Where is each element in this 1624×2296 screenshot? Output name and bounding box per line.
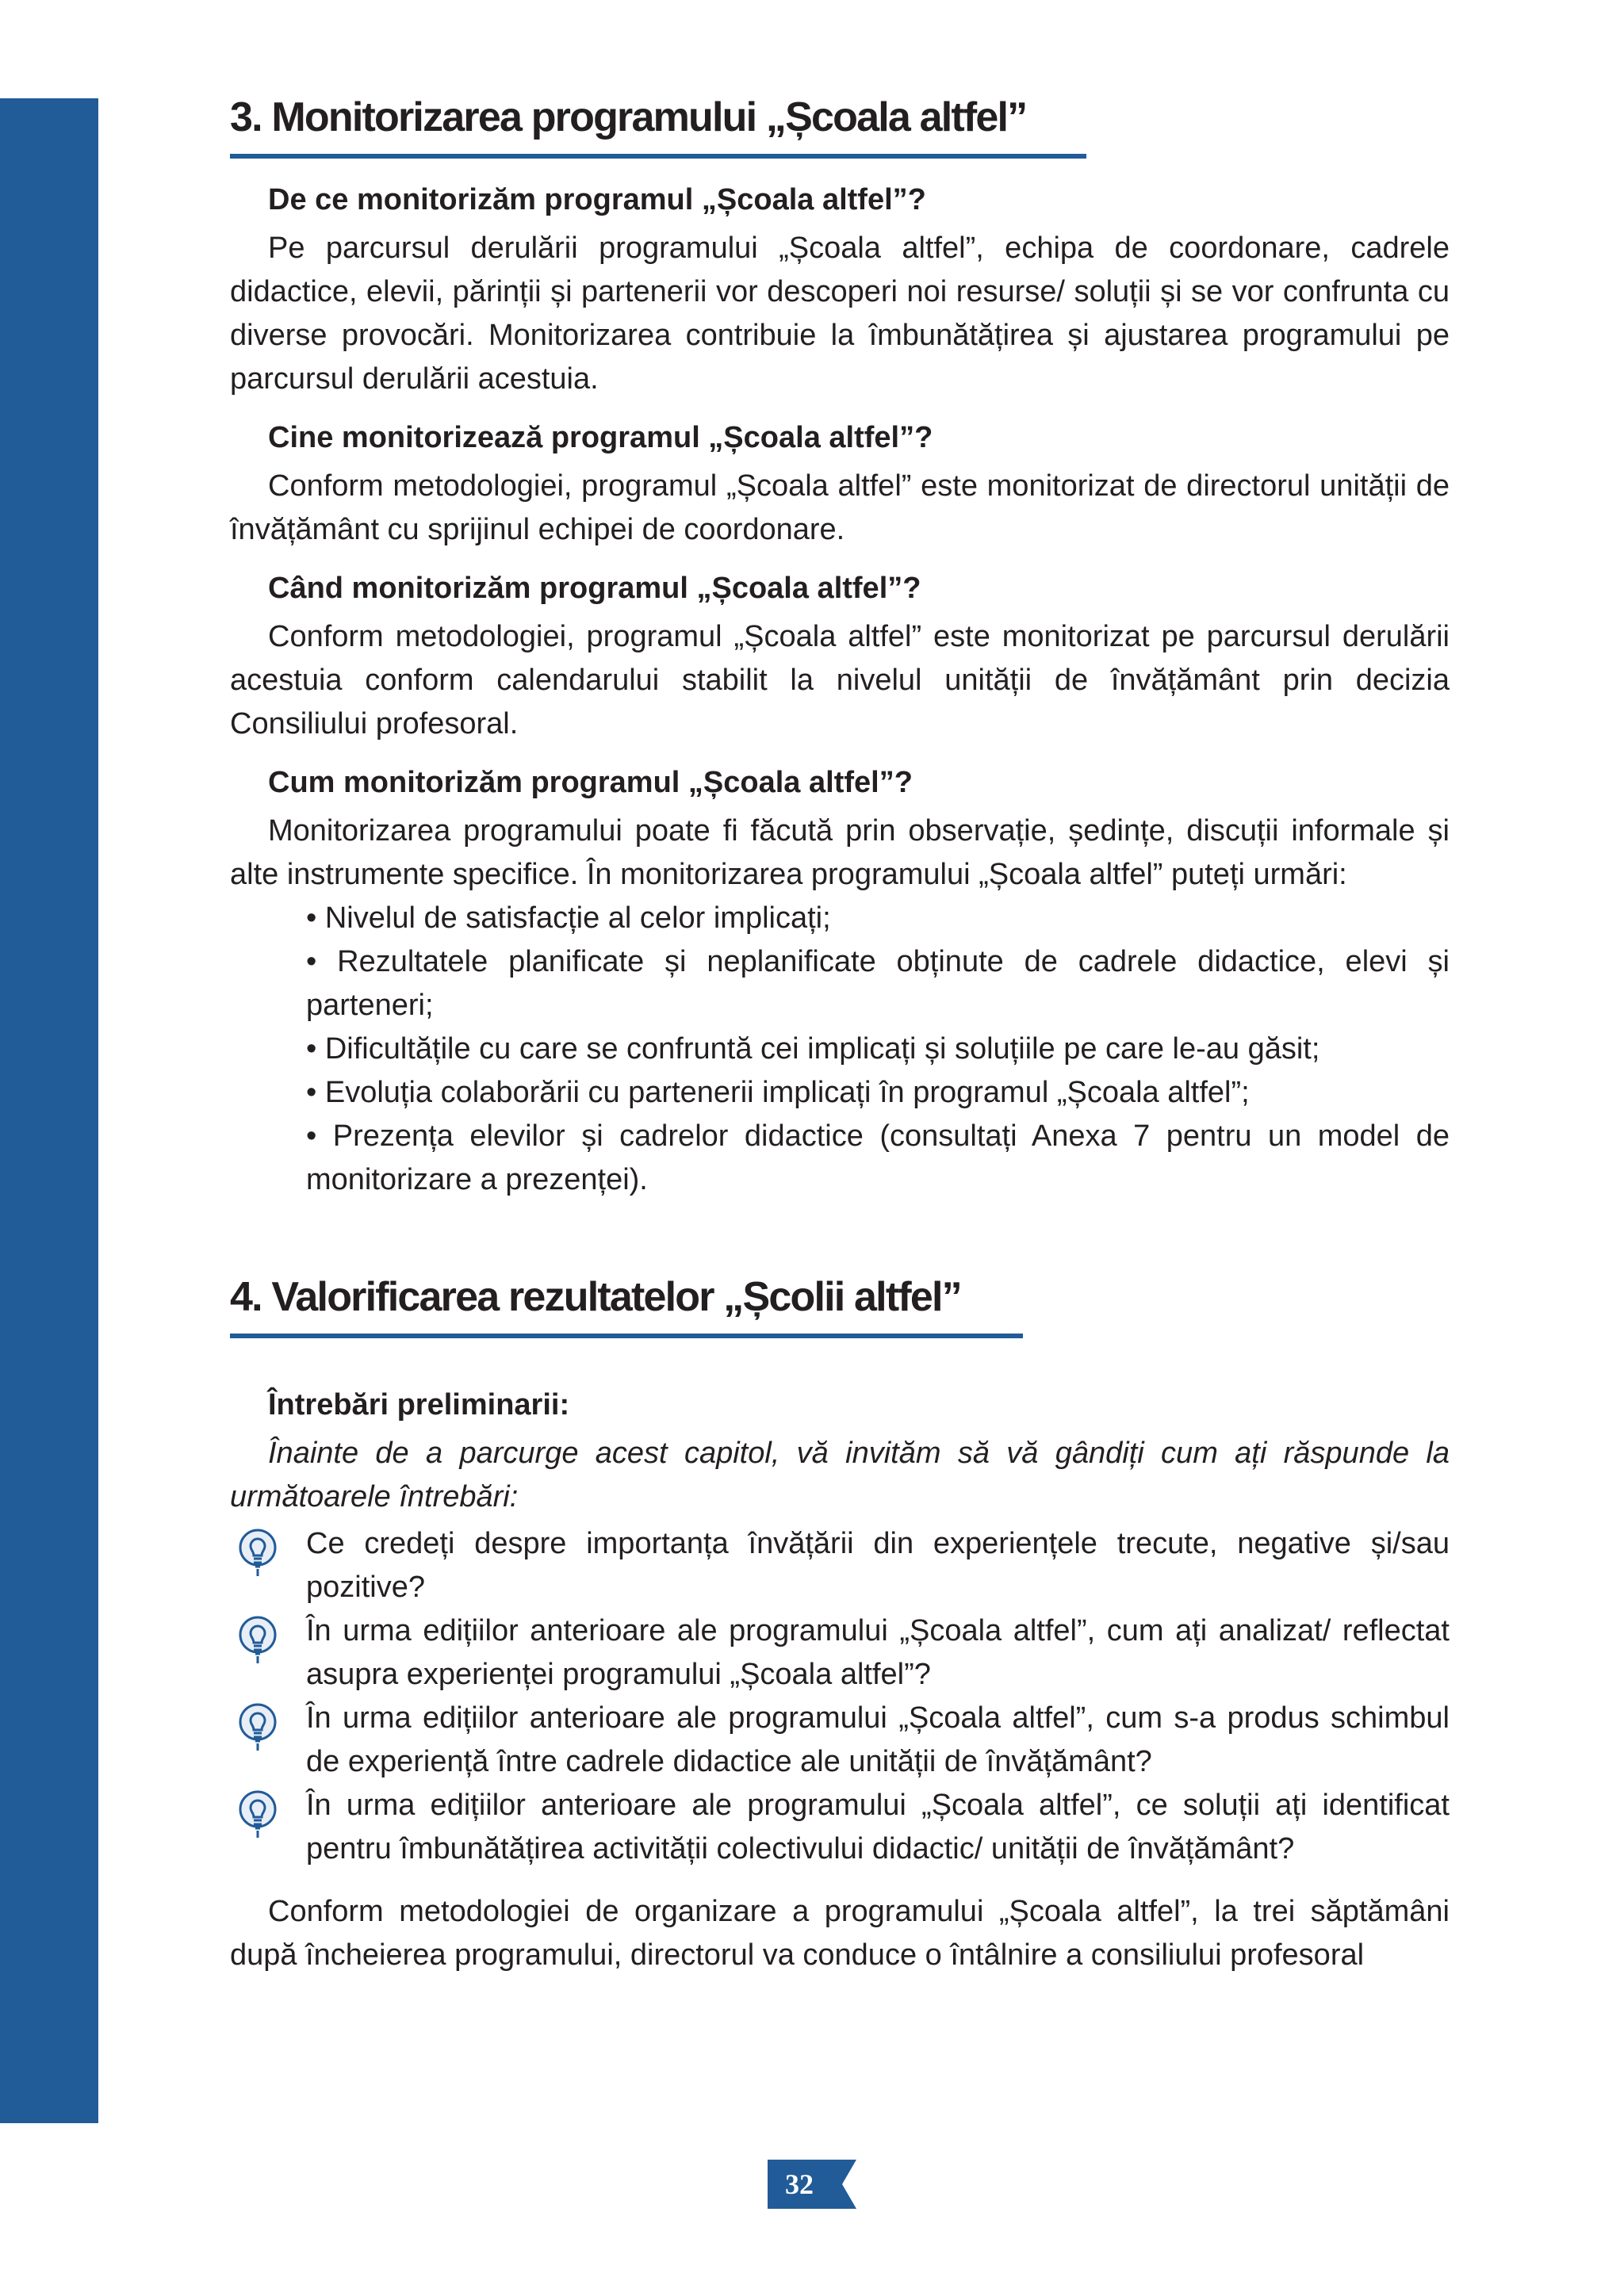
list-item — [230, 1522, 1450, 1609]
lightbulb-icon — [236, 1701, 279, 1752]
question-heading-why: De ce monitorizăm programul „Școala altfel”? — [268, 183, 926, 216]
question-text: Ce credeți despre importanța învățării din experiențele trecute, negative și/sau pozitive? — [306, 1527, 1450, 1604]
question-heading-who: Cine monitorizează programul „Școala altfel”? — [268, 421, 933, 454]
list-item: • Nivelul de satisfacție al celor implicați; — [306, 901, 831, 935]
page-content — [230, 86, 1450, 1977]
monitoring-bullet-list — [306, 897, 1450, 1202]
section-3-title: 3. Monitorizarea programului „Școala altfel” — [230, 86, 1086, 159]
question-heading-when: Când monitorizăm programul „Școala altfel”? — [268, 572, 921, 605]
lightbulb-icon — [236, 1614, 279, 1665]
question-text: În urma edițiilor anterioare ale programului „Școala altfel”, cum s-a produs schimbul de experiență între cadrele didactice ale unității de învățământ? — [306, 1701, 1450, 1778]
lightbulb-icon — [236, 1789, 279, 1839]
list-item — [230, 1697, 1450, 1784]
list-item: • Prezența elevilor și cadrelor didactice (consultați Anexa 7 pentru un model de monitorizare a prezenței). — [306, 1119, 1450, 1196]
lightbulb-icon — [236, 1527, 279, 1578]
page-number-badge — [768, 2160, 856, 2209]
side-accent-bar — [0, 98, 98, 2123]
list-item — [230, 1609, 1450, 1697]
list-item: • Evoluția colaborării cu partenerii implicați în programul „Școala altfel”; — [306, 1076, 1250, 1109]
question-text: În urma edițiilor anterioare ale programului „Școala altfel”, cum ați analizat/ reflectat asupra experienței programului „Școala altfel”? — [306, 1614, 1450, 1691]
section-4 — [230, 1265, 1450, 1977]
intro-paragraph: Înainte de a parcurge acest capitol, vă invităm să vă gândiți cum ați răspunde la următoarele întrebări: — [230, 1437, 1450, 1513]
paragraph-why: Pe parcursul derulării programului „Școala altfel”, echipa de coordonare, cadrele didactice, elevii, părinții și partenerii vor descoperi noi resurse/ soluții și se vor confrunta cu diverse provocări. Monitorizarea contribuie la îmbunătățirea și ajustarea programului pe parcursul derulării acestuia. — [230, 232, 1450, 396]
section-4-title: 4. Valorificarea rezultatelor „Școlii altfel” — [230, 1265, 1023, 1338]
paragraph-who: Conform metodologiei, programul „Școala altfel” este monitorizat de directorul unității de învățământ cu sprijinul echipei de coordonare. — [230, 469, 1450, 546]
list-item — [230, 1784, 1450, 1871]
page-number: 32 — [785, 2168, 814, 2200]
list-item: • Dificultățile cu care se confruntă cei implicați și soluțiile pe care le-au găsit; — [306, 1032, 1320, 1066]
question-text: În urma edițiilor anterioare ale programului „Școala altfel”, ce soluții ați identificat pentru îmbunătățirea activității colectivului didactic/ unității de învățământ? — [306, 1789, 1450, 1866]
paragraph-how: Monitorizarea programului poate fi făcută prin observație, ședințe, discuții informale și alte instrumente specifice. În monitorizarea programului „Școala altfel” puteți urmări: — [230, 814, 1450, 891]
list-item: • Rezultatele planificate și neplanificate obținute de cadrele didactice, elevi și parteneri; — [306, 945, 1450, 1022]
preliminary-questions-heading: Întrebări preliminarii: — [268, 1388, 570, 1422]
closing-paragraph: Conform metodologiei de organizare a programului „Școala altfel”, la trei săptămâni după încheierea programului, directorul va conduce o întâlnire a consiliului profesoral — [230, 1895, 1450, 1972]
preliminary-question-list — [230, 1522, 1450, 1871]
question-heading-how: Cum monitorizăm programul „Școala altfel”? — [268, 766, 913, 799]
paragraph-when: Conform metodologiei, programul „Școala altfel” este monitorizat pe parcursul derulării acestuia conform calendarului stabilit la nivelul unității de învățământ prin decizia Consiliului profesoral. — [230, 620, 1450, 740]
